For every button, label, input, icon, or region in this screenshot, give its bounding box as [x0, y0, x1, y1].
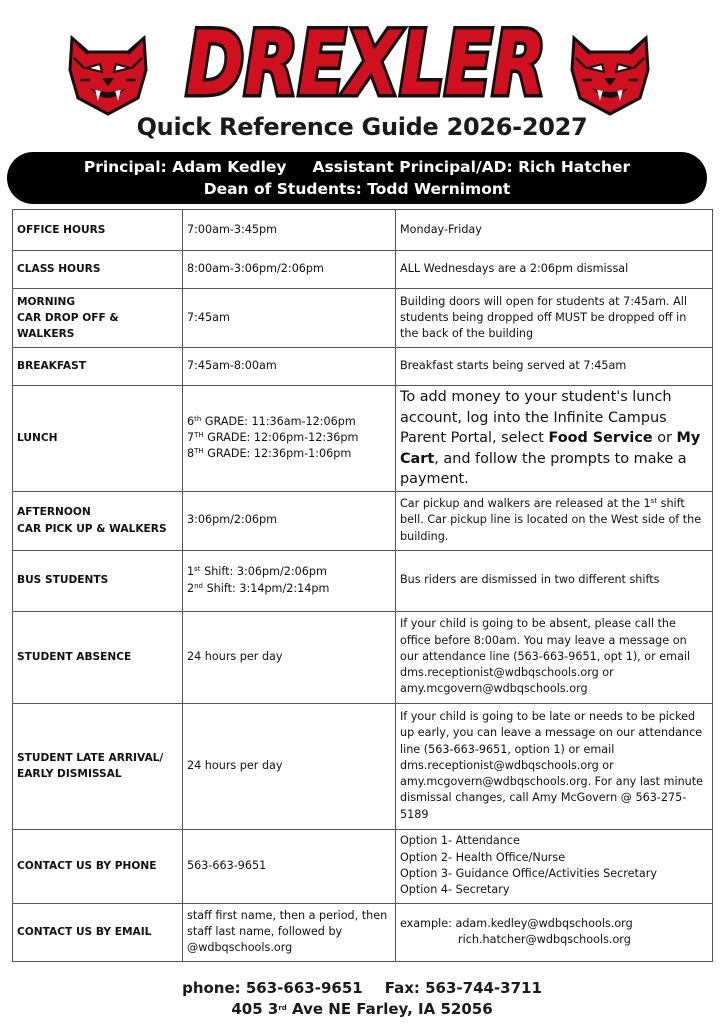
row-time: 3:06pm/2:06pm: [183, 491, 396, 550]
row-time: 8:00am-3:06pm/2:06pm: [183, 251, 396, 289]
row-time: [183, 550, 396, 611]
table-row: [13, 210, 713, 251]
phone-option: Option 4- Secretary: [400, 883, 510, 897]
row-time: 7:00am-3:45pm: [183, 210, 396, 251]
row-label: CONTACT US BY EMAIL: [13, 903, 183, 961]
principal: Principal: Adam Kedley: [83, 158, 287, 176]
bus-shift-2: 2nd Shift: 3:14pm/2:14pm: [187, 581, 330, 595]
footer-fax: Fax: 563-744-3711: [384, 979, 542, 997]
footer: [0, 978, 724, 1020]
row-label: [13, 703, 183, 829]
row-time: staff first name, then a period, then staff last name, followed by @wdbqschools.org: [183, 903, 396, 961]
row-note: If your child is going to be late or needs to be picked up early, you can leave a message on our attendance line (563-663-9651, option 1) or email dms.receptionist@wdbqschools.org or amy.mcgovern@wdbqschools.org. For any last minute dismissal changes, call Amy McGovern @ 563-275-5189: [396, 703, 713, 829]
email-example: rich.hatcher@wdbqschools.org: [458, 933, 631, 946]
row-note: [396, 903, 713, 961]
table-row: [13, 829, 713, 903]
row-time: 24 hours per day: [183, 703, 396, 829]
assistant-principal: Assistant Principal/AD: Rich Hatcher: [312, 158, 631, 176]
table-row: [13, 251, 713, 289]
row-time: 7:45am-8:00am: [183, 348, 396, 386]
row-note: Monday-Friday: [396, 210, 713, 251]
wildcat-mascot-icon: [66, 28, 150, 116]
row-label-line: AFTERNOON: [17, 506, 91, 519]
staff-banner: [7, 152, 707, 204]
row-label-line: EARLY DISMISSAL: [17, 768, 122, 780]
phone-option: Option 2- Health Office/Nurse: [400, 850, 566, 864]
table-row: [13, 348, 713, 386]
row-label: BREAKFAST: [13, 348, 183, 386]
table-row: [13, 903, 713, 961]
row-label-line: MORNING: [17, 295, 76, 308]
row-note: [396, 829, 713, 903]
row-label: [13, 491, 183, 550]
table-row: [13, 550, 713, 611]
my-cart-label: My Cart: [400, 430, 701, 467]
row-note: To add money to your student's lunch account, log into the Infinite Campus Parent Portal, select Food Service or My Cart, and follow the prompts to make a payment.: [396, 386, 713, 492]
bus-shift-1: 1st Shift: 3:06pm/2:06pm: [187, 565, 327, 579]
row-time: 24 hours per day: [183, 611, 396, 703]
row-label: STUDENT ABSENCE: [13, 611, 183, 703]
email-example: example: adam.kedley@wdbqschools.org: [400, 916, 633, 930]
row-time: 563-663-9651: [183, 829, 396, 903]
row-label-line: CAR DROP OFF & WALKERS: [17, 311, 119, 341]
table-row: [13, 289, 713, 348]
row-label: LUNCH: [13, 386, 183, 492]
row-label-line: STUDENT LATE ARRIVAL/: [17, 751, 164, 764]
lunch-grade-8: 8TH GRADE: 12:36pm-1:06pm: [187, 447, 352, 461]
phone-option: Option 1- Attendance: [400, 834, 520, 848]
drexler-logo: [180, 12, 552, 115]
staff-line-1: [7, 156, 707, 178]
row-time: [183, 386, 396, 492]
footer-address: 405 3rd Ave NE Farley, IA 52056: [231, 1000, 493, 1018]
footer-phone: phone: 563-663-9651: [182, 979, 363, 997]
row-label: CONTACT US BY PHONE: [13, 829, 183, 903]
row-label: [13, 289, 183, 348]
row-time: 7:45am: [183, 289, 396, 348]
table-row: [13, 703, 713, 829]
row-note: Car pickup and walkers are released at the 1st shift bell. Car pickup line is located on the West side of the building.: [396, 491, 713, 550]
school-name: DREXLER: [186, 12, 546, 115]
wildcat-mascot-icon: [568, 28, 652, 116]
row-note: If your child is going to be absent, please call the office before 8:00am. You may leave a message on our attendance line (563-663-9651, opt 1), or email dms.receptionist@wdbqschools.org or amy.mcgovern@wdbqschools.org: [396, 611, 713, 703]
lunch-grade-6: 6th GRADE: 11:36am-12:06pm: [187, 414, 356, 428]
table-row: [13, 491, 713, 550]
lunch-grade-7: 7TH GRADE: 12:06pm-12:36pm: [187, 431, 359, 445]
table-row: [13, 611, 713, 703]
reference-table: [12, 209, 713, 962]
table-row: [13, 386, 713, 492]
row-label-line: CAR PICK UP & WALKERS: [17, 522, 167, 535]
row-note: Building doors will open for students at 7:45am. All students being dropped off MUST be dropped off in the back of the building: [396, 289, 713, 348]
row-note: Breakfast starts being served at 7:45am: [396, 348, 713, 386]
food-service-label: Food Service: [548, 430, 653, 446]
row-label: BUS STUDENTS: [13, 550, 183, 611]
dean: Dean of Students: Todd Wernimont: [203, 180, 511, 198]
guide-title: Quick Reference Guide 2026-2027: [136, 113, 588, 141]
footer-contact: [0, 978, 724, 999]
row-note: Bus riders are dismissed in two different shifts: [396, 550, 713, 611]
row-label: OFFICE HOURS: [13, 210, 183, 251]
phone-option: Option 3- Guidance Office/Activities Secretary: [400, 867, 657, 880]
row-label: CLASS HOURS: [13, 251, 183, 289]
row-note: ALL Wednesdays are a 2:06pm dismissal: [396, 251, 713, 289]
